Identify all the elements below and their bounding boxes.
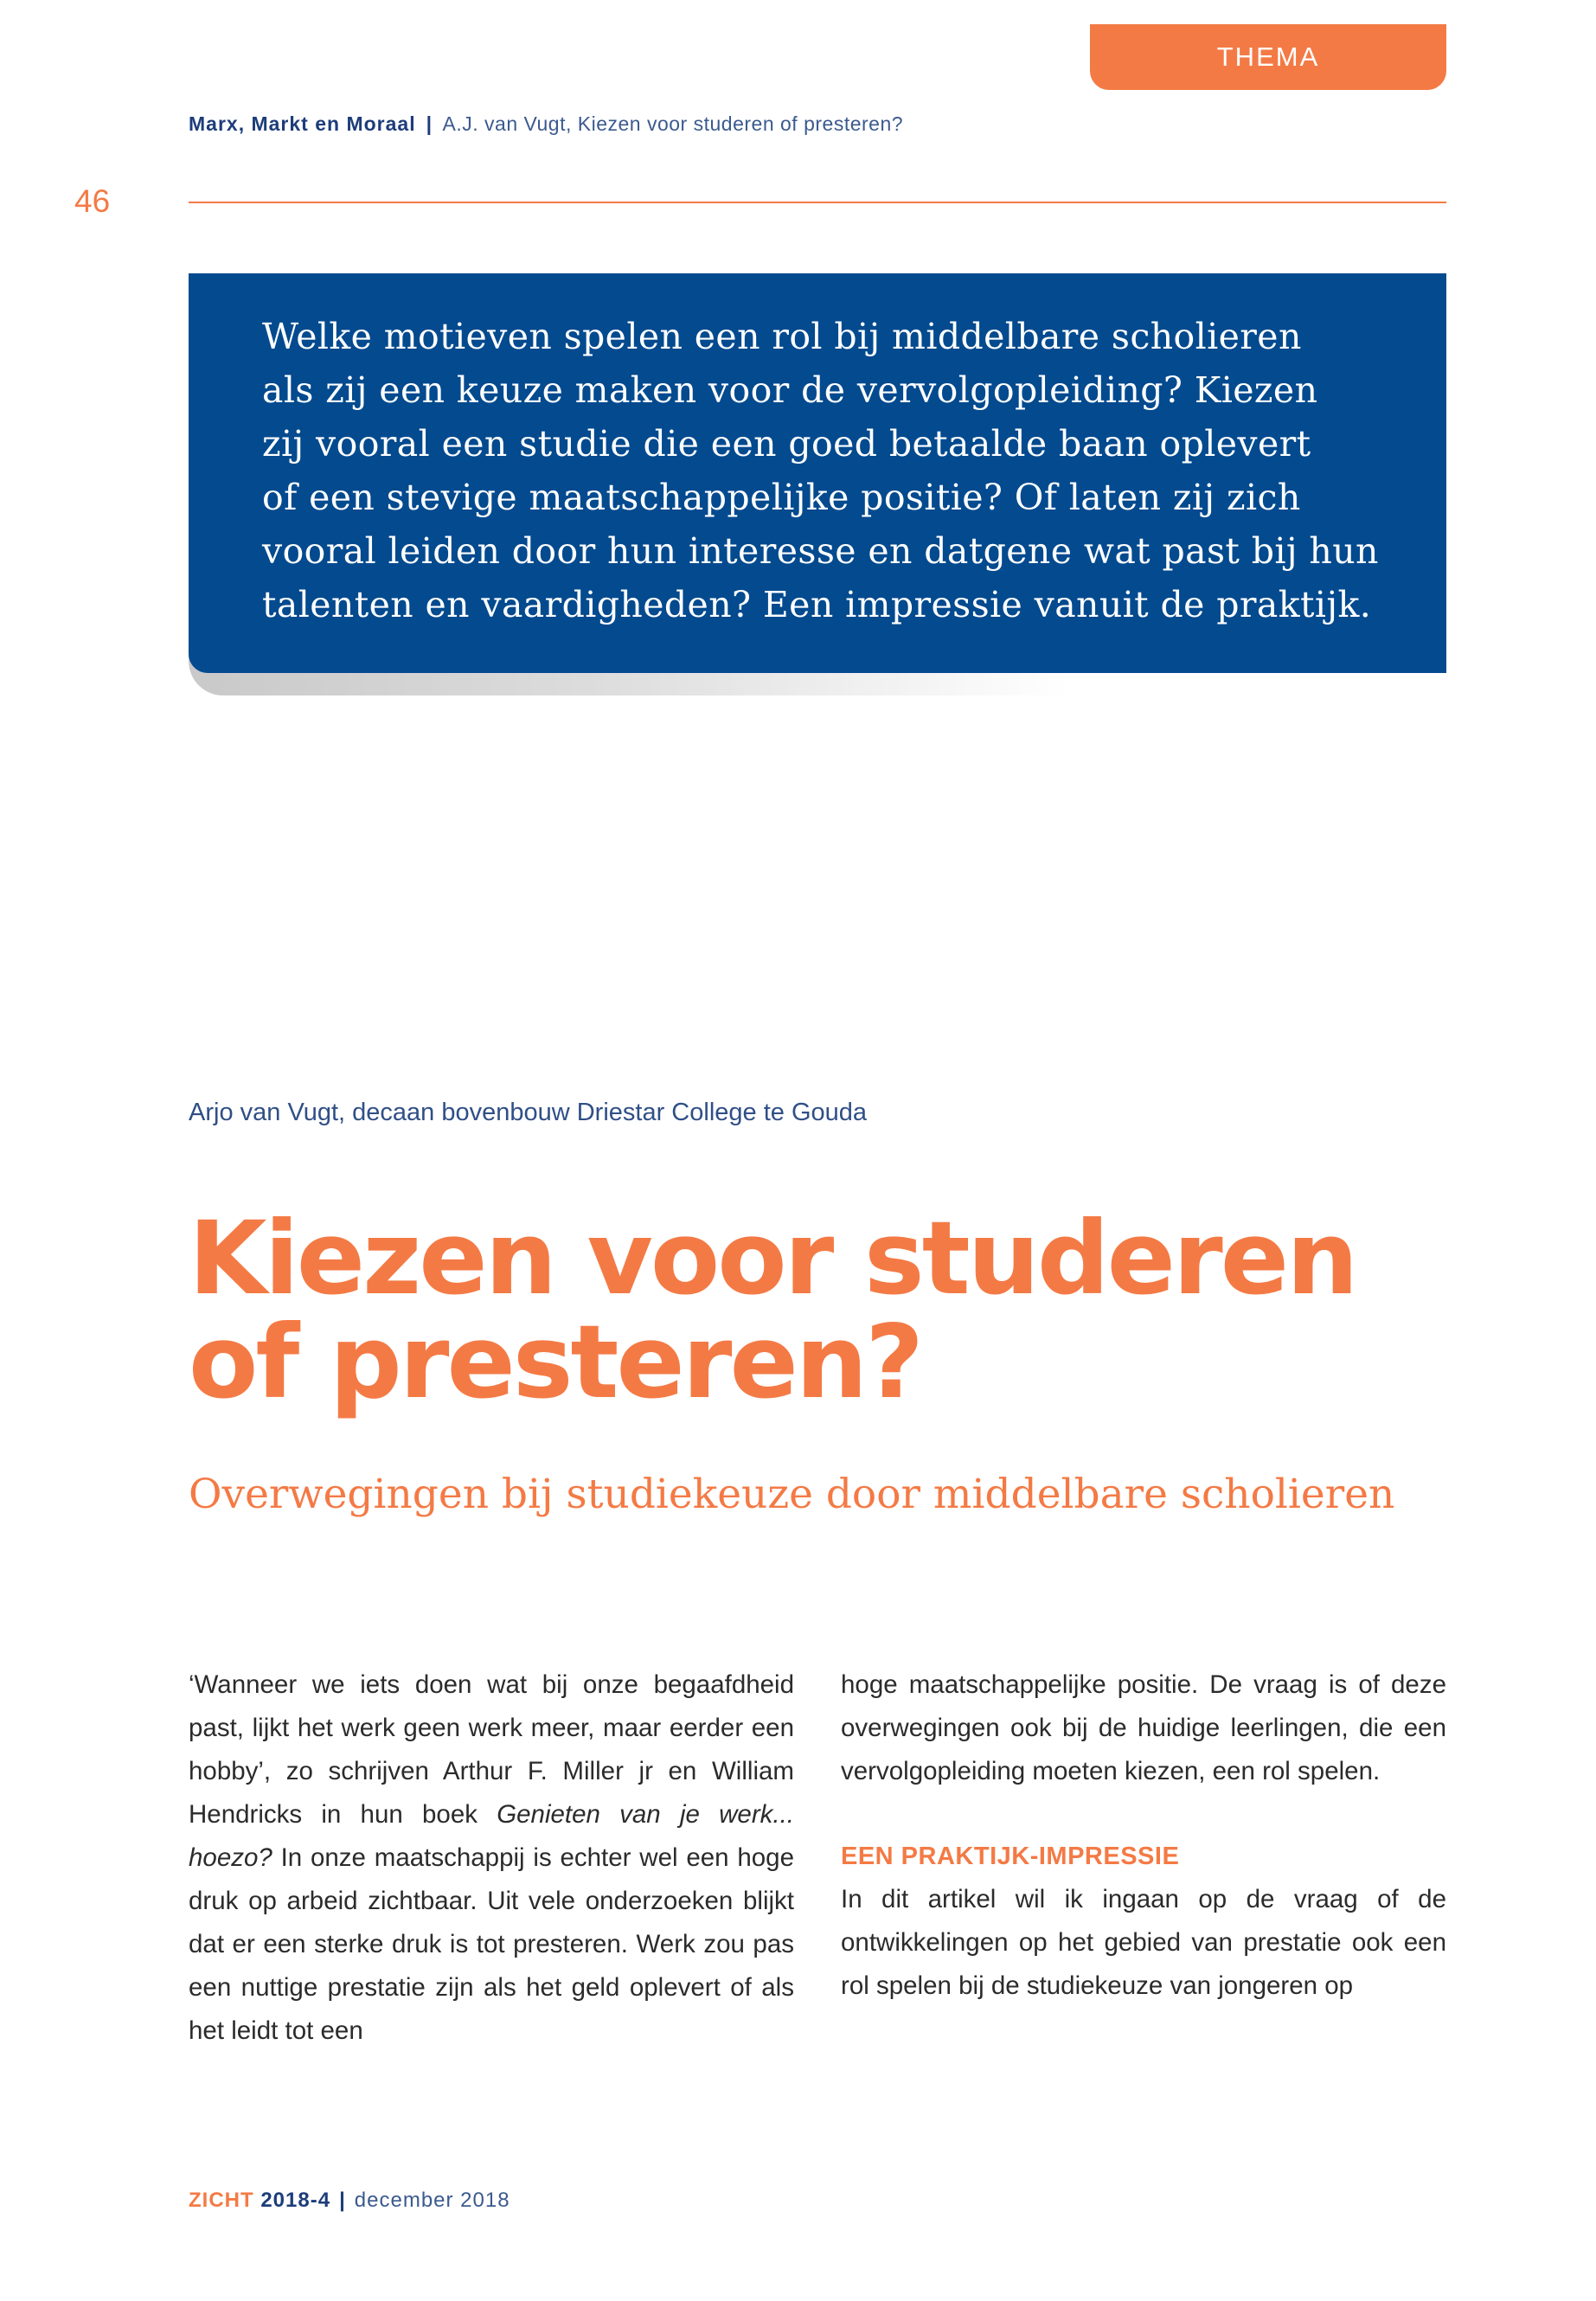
page-number: 46 bbox=[74, 183, 111, 219]
body-text: In onze maatschappij is echter wel een hoge druk op arbeid zichtbaar. Uit vele onderzoeken blijkt dat er een sterke druk is tot presteren. Werk zou pas een nuttige prestatie zijn als het geld oplevert of als het leidt tot een bbox=[189, 1843, 794, 2045]
body-column-left bbox=[189, 1663, 794, 2053]
body-paragraph bbox=[189, 1663, 794, 2053]
body-paragraph: In dit artikel wil ik ingaan op de vraag of de ontwikkelingen op het gebied van prestatie ook een rol spelen bij de studiekeuze van jongeren op bbox=[841, 1885, 1446, 2000]
author-byline: Arjo van Vugt, decaan bovenbouw Driestar College te Gouda bbox=[189, 1099, 868, 1126]
body-text: ‘Wanneer we iets doen wat bij onze begaafdheid past, lijkt het werk geen werk meer, maar eerder een hobby’, zo schrijven Arthur F. Miller jr en William Hendricks in hun boek bbox=[189, 1670, 794, 1829]
body-paragraph: hoge maatschappelijke positie. De vraag is of deze overwegingen ook bij de huidige leerlingen, die een vervolgopleiding moeten kiezen, een rol spelen. bbox=[841, 1670, 1446, 1785]
running-head-series: Marx, Markt en Moraal bbox=[189, 112, 416, 135]
article-title: Kiezen voor studeren of presteren? bbox=[189, 1199, 1356, 1421]
footer bbox=[189, 2189, 510, 2213]
intro-text: Welke motieven spelen een rol bij middelbare scholieren als zij een keuze maken voor de vervolgopleiding? Kiezen zij vooral een studie die een goed betaalde baan oplevert of een stevige maatschappelijke positie? Of laten zij zich vooral leiden door hun interesse en datgene wat past bij hun talenten en vaardigheden? Een impressie vanuit de praktijk. bbox=[262, 316, 1379, 625]
article-subtitle: Overwegingen bij studiekeuze door middelbare scholieren bbox=[189, 1471, 1395, 1518]
running-head bbox=[189, 112, 903, 136]
footer-separator: | bbox=[339, 2189, 346, 2212]
running-head-separator: | bbox=[426, 112, 433, 135]
body-column-right bbox=[841, 1663, 1446, 2008]
header-rule bbox=[189, 202, 1446, 203]
section-heading: EEN PRAKTIJK-IMPRESSIE bbox=[841, 1843, 1180, 1870]
intro-box bbox=[189, 273, 1446, 673]
thema-tab: THEMA bbox=[1090, 24, 1446, 90]
footer-issue: 2018-4 bbox=[260, 2189, 331, 2212]
running-head-article: A.J. van Vugt, Kiezen voor studeren of presteren? bbox=[442, 112, 904, 135]
footer-magazine: ZICHT bbox=[189, 2189, 254, 2212]
book-title: Genieten van je werk... hoezo? bbox=[189, 1800, 794, 1872]
footer-date: december 2018 bbox=[354, 2189, 510, 2212]
